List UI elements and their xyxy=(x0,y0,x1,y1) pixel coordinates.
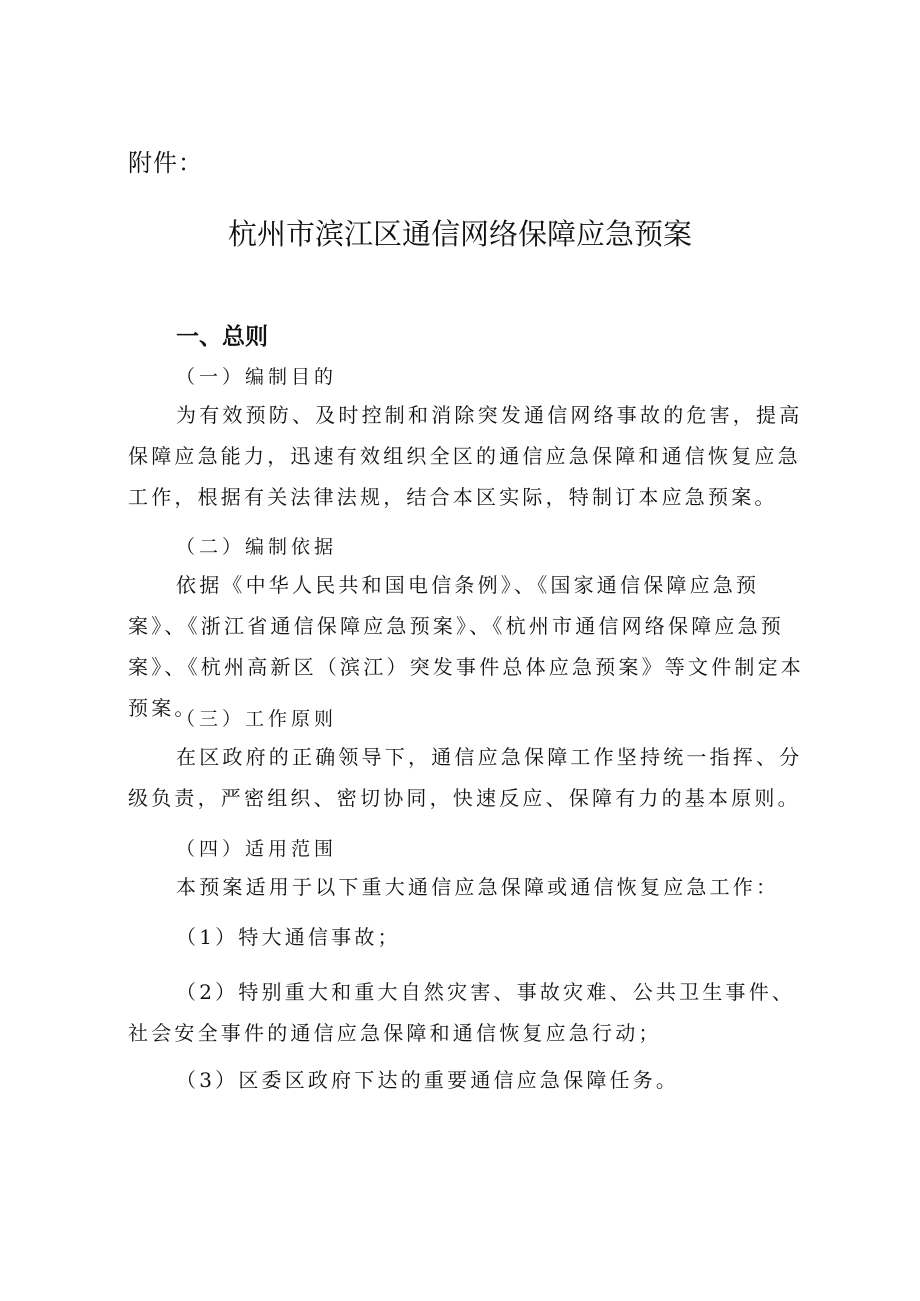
subsection-heading-basis: （二）编制依据 xyxy=(176,536,338,558)
section-heading-general: 一、总则 xyxy=(176,324,268,350)
scope-item: （2）特别重大和重大自然灾害、事故灾难、公共卫生事件、社会安全事件的通信应急保障和通信恢复应急行动； xyxy=(128,980,796,1045)
scope-item: （1）特大通信事故； xyxy=(176,925,401,949)
subsection-heading-principles: （三）工作原则 xyxy=(176,708,338,730)
attachment-label: 附件： xyxy=(128,149,203,177)
paragraph-basis: 依据《中华人民共和国电信条例》、《国家通信保障应急预案》、《浙江省通信保障应急预案》、《杭州市通信网络保障应急预案》、《杭州高新区（滨江）突发事件总体应急预案》等文件制定本预案。 xyxy=(128,573,804,720)
subsection-heading-purpose: （一）编制目的 xyxy=(176,366,338,388)
scope-item: （3）区委区政府下达的重要通信应急保障任务。 xyxy=(176,1068,680,1092)
subsection-heading-scope: （四）适用范围 xyxy=(176,838,338,860)
paragraph-principles: 在区政府的正确领导下，通信应急保障工作坚持统一指挥、分级负责，严密组织、密切协同，快速反应、保障有力的基本原则。 xyxy=(128,745,803,810)
paragraph-scope: 本预案适用于以下重大通信应急保障或通信恢复应急工作： xyxy=(176,875,780,899)
document-title: 杭州市滨江区通信网络保障应急预案 xyxy=(227,217,692,251)
paragraph-purpose: 为有效预防、及时控制和消除突发通信网络事故的危害，提高保障应急能力，迅速有效组织全区的通信应急保障和通信恢复应急工作，根据有关法律法规，结合本区实际，特制订本应急预案。 xyxy=(128,403,803,509)
